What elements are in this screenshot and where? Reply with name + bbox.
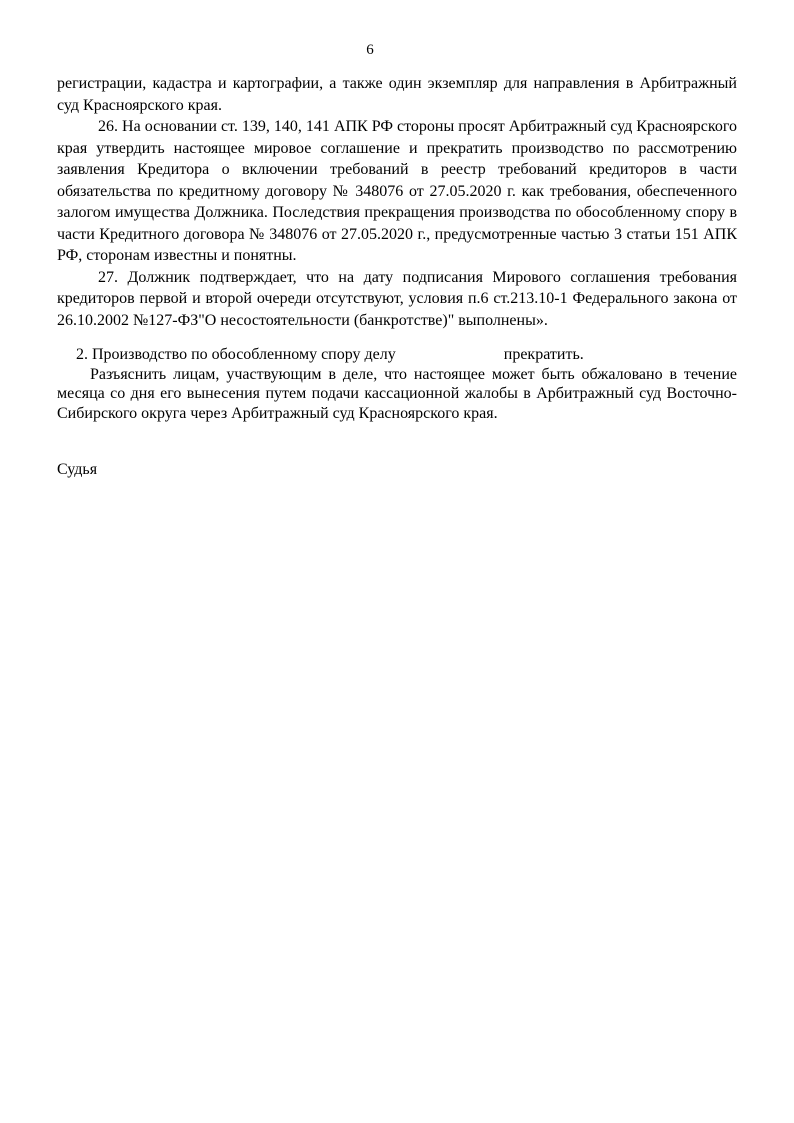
- resolution-item-lead: 2. Производство по обособленному спору делу: [76, 346, 396, 363]
- resolution-item-line: [57, 345, 737, 365]
- body-paragraph-27: 27. Должник подтверждает, что на дату подписания Мирового соглашения требования кредиторов первой и второй очереди отсутствуют, условия п.6 ст.213.10-1 Федерального закона от 26.10.2002 №127-ФЗ"О несостоятельности (банкротстве)" выполнены».: [57, 268, 737, 329]
- document-body: [57, 73, 737, 331]
- page-number: 6: [366, 42, 374, 58]
- appeal-explanation-paragraph: Разъяснить лицам, участвующим в деле, что настоящее может быть обжаловано в течение месяца со дня его вынесения путем подачи кассационной жалобы в Арбитражный суд Восточно-Сибирского округа через Арбитражный суд Красноярского края.: [57, 365, 737, 422]
- body-paragraph-continuation: регистрации, кадастра и картографии, а также один экземпляр для направления в Арбитражный суд Красноярского края.: [57, 75, 737, 114]
- resolution-item-tail: прекратить.: [503, 346, 584, 363]
- body-paragraph-26: 26. На основании ст. 139, 140, 141 АПК РФ стороны просят Арбитражный суд Красноярского края утвердить настоящее мировое соглашение и прекратить производство по рассмотрению заявления Кредитора о включении требований в реестр требований кредиторов в части обязательства по кредитному договору № 348076 от 27.05.2020 г. как требования, обеспеченного залогом имущества Должника. Последствия прекращения производства по обособленному спору в части Кредитного договора № 348076 от 27.05.2020 г., предусмотренные частью 3 статьи 151 АПК РФ, сторонам известны и понятны.: [57, 118, 737, 264]
- judge-signature-label: Судья: [57, 461, 98, 478]
- case-number-blank-gap: [396, 358, 504, 359]
- resolution-section: [57, 345, 737, 423]
